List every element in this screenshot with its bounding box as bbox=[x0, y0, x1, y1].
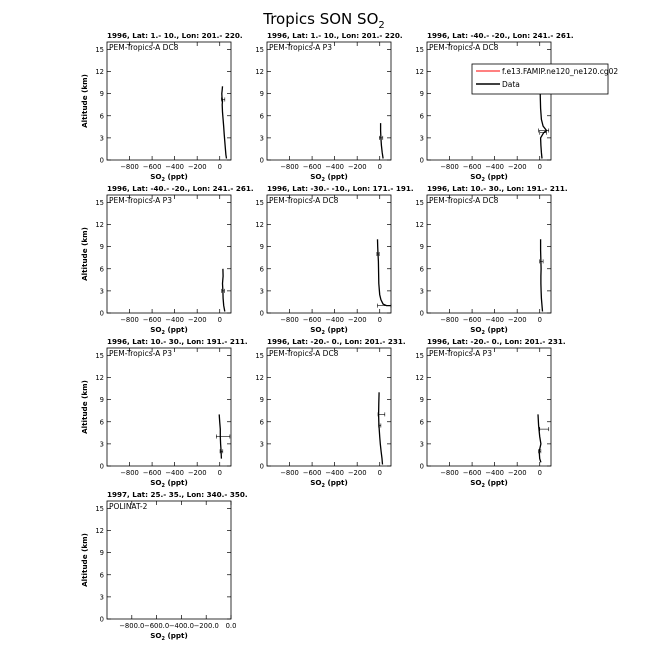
x-tick-label: −800 bbox=[120, 316, 139, 324]
x-tick-label: 0 bbox=[377, 163, 382, 171]
panel-4 bbox=[80, 184, 254, 336]
y-tick-label: 0 bbox=[99, 462, 104, 471]
y-tick-label: 15 bbox=[255, 351, 264, 360]
y-tick-label: 12 bbox=[255, 374, 264, 382]
x-axis-label bbox=[310, 325, 348, 336]
y-tick-label: 15 bbox=[95, 45, 104, 54]
x-tick-label: −200 bbox=[507, 316, 527, 324]
x-tick-label: −600 bbox=[462, 316, 482, 324]
y-tick-label: 9 bbox=[419, 243, 424, 252]
x-tick-label: −600 bbox=[462, 163, 482, 171]
x-axis-label-unit: (ppt) bbox=[484, 172, 508, 181]
x-tick-label: −600.0 bbox=[144, 622, 170, 630]
y-tick-label: 9 bbox=[259, 243, 264, 252]
panel-7 bbox=[80, 337, 248, 489]
x-axis-label-unit: (ppt) bbox=[164, 478, 188, 487]
x-tick-label: −400 bbox=[485, 163, 504, 171]
x-tick-label: 0 bbox=[537, 163, 542, 171]
y-tick-label: 15 bbox=[255, 45, 264, 54]
x-axis-label-unit: (ppt) bbox=[324, 478, 348, 487]
data-profile-line bbox=[379, 392, 383, 464]
panel-header: 1996, Lat: -40.- -20., Lon: 241.- 261. bbox=[427, 31, 574, 40]
x-tick-label: −800 bbox=[280, 163, 299, 171]
y-tick-label: 6 bbox=[419, 112, 424, 121]
y-tick-label: 12 bbox=[95, 527, 104, 535]
y-tick-label: 12 bbox=[415, 68, 424, 76]
panel-6 bbox=[415, 184, 567, 336]
x-tick-label: −800 bbox=[280, 316, 299, 324]
campaign-label: PEM-Tropics-A P3 bbox=[429, 349, 492, 358]
x-tick-label: 0 bbox=[537, 316, 542, 324]
y-axis-label: Altitude (km) bbox=[80, 74, 89, 128]
x-tick-label: −800.0 bbox=[119, 622, 145, 630]
y-tick-label: 0 bbox=[99, 309, 104, 318]
x-tick-label: −400 bbox=[325, 316, 344, 324]
x-axis-label-main: SO bbox=[470, 172, 482, 181]
y-tick-label: 6 bbox=[259, 112, 264, 121]
x-tick-label: −400 bbox=[165, 469, 184, 477]
panel-2 bbox=[255, 31, 402, 183]
x-tick-label: −200.0 bbox=[193, 622, 219, 630]
x-tick-label: −200 bbox=[347, 163, 367, 171]
y-tick-label: 15 bbox=[415, 351, 424, 360]
panel-header: 1996, Lat: -40.- -20., Lon: 241.- 261. bbox=[107, 184, 254, 193]
figure-title-subscript: 2 bbox=[378, 20, 385, 31]
data-profile-line bbox=[541, 239, 543, 311]
campaign-label: PEM-Tropics-A DC8 bbox=[429, 43, 499, 52]
x-axis-label-subscript: 2 bbox=[481, 483, 485, 489]
y-tick-label: 0 bbox=[259, 156, 264, 165]
y-tick-label: 3 bbox=[419, 440, 424, 449]
y-tick-label: 0 bbox=[259, 462, 264, 471]
y-tick-label: 3 bbox=[99, 287, 104, 296]
y-tick-label: 6 bbox=[259, 265, 264, 274]
panel-3 bbox=[415, 31, 573, 183]
data-profile-line bbox=[540, 86, 546, 158]
x-tick-label: −800 bbox=[440, 469, 459, 477]
x-tick-label: −200 bbox=[187, 469, 207, 477]
plot-frame bbox=[107, 348, 231, 466]
x-axis-label-unit: (ppt) bbox=[324, 325, 348, 334]
plot-frame bbox=[107, 42, 231, 160]
x-tick-label: −600 bbox=[302, 316, 322, 324]
x-tick-label: 0 bbox=[537, 469, 542, 477]
x-tick-label: −400 bbox=[325, 469, 344, 477]
x-axis-label-unit: (ppt) bbox=[164, 325, 188, 334]
y-tick-label: 15 bbox=[95, 351, 104, 360]
x-tick-label: −200 bbox=[507, 163, 527, 171]
x-axis-label-unit: (ppt) bbox=[164, 172, 188, 181]
plot-frame bbox=[107, 501, 231, 619]
y-tick-label: 9 bbox=[419, 90, 424, 99]
y-tick-label: 15 bbox=[255, 198, 264, 207]
y-tick-label: 15 bbox=[415, 45, 424, 54]
x-tick-label: −200 bbox=[187, 316, 207, 324]
figure-title bbox=[262, 10, 385, 31]
x-axis-label-unit: (ppt) bbox=[324, 172, 348, 181]
y-tick-label: 9 bbox=[259, 396, 264, 405]
legend-model-label: f.e13.FAMIP.ne120_ne120.cg02 bbox=[502, 67, 619, 76]
y-tick-label: 12 bbox=[415, 221, 424, 229]
x-tick-label: −200 bbox=[347, 316, 367, 324]
y-tick-label: 3 bbox=[99, 134, 104, 143]
y-tick-label: 6 bbox=[419, 418, 424, 427]
y-tick-label: 9 bbox=[99, 549, 104, 558]
y-tick-label: 3 bbox=[99, 440, 104, 449]
panel-header: 1996, Lat: 10.- 30., Lon: 191.- 211. bbox=[107, 337, 248, 346]
panel-1 bbox=[80, 31, 243, 183]
x-tick-label: −800 bbox=[120, 163, 139, 171]
y-tick-label: 9 bbox=[259, 90, 264, 99]
panel-5 bbox=[255, 184, 413, 336]
panel-header: 1996, Lat: 1.- 10., Lon: 201.- 220. bbox=[267, 31, 403, 40]
data-profile-line bbox=[381, 123, 384, 158]
plot-frame bbox=[267, 42, 391, 160]
y-axis-label: Altitude (km) bbox=[80, 227, 89, 281]
panel-header: 1996, Lat: -30.- -10., Lon: 171.- 191. bbox=[267, 184, 414, 193]
panel-9 bbox=[415, 337, 565, 489]
y-tick-label: 0 bbox=[99, 156, 104, 165]
x-axis-label bbox=[150, 631, 188, 642]
x-tick-label: −800 bbox=[440, 163, 459, 171]
y-tick-label: 0 bbox=[99, 615, 104, 624]
y-tick-label: 0 bbox=[419, 156, 424, 165]
campaign-label: PEM-Tropics-A DC8 bbox=[269, 349, 339, 358]
y-tick-label: 0 bbox=[259, 309, 264, 318]
x-axis-label-subscript: 2 bbox=[321, 177, 325, 183]
y-tick-label: 3 bbox=[259, 134, 264, 143]
x-axis-label bbox=[470, 478, 508, 489]
plot-frame bbox=[427, 195, 551, 313]
x-axis-label-main: SO bbox=[150, 172, 162, 181]
x-tick-label: −400 bbox=[165, 316, 184, 324]
x-tick-label: −600 bbox=[462, 469, 482, 477]
y-tick-label: 12 bbox=[415, 374, 424, 382]
x-axis-label-subscript: 2 bbox=[161, 330, 165, 336]
y-tick-label: 6 bbox=[99, 418, 104, 427]
x-axis-label-unit: (ppt) bbox=[164, 631, 188, 640]
x-axis-label-main: SO bbox=[310, 325, 322, 334]
y-tick-label: 15 bbox=[95, 504, 104, 513]
legend bbox=[472, 64, 618, 94]
y-tick-label: 12 bbox=[95, 221, 104, 229]
y-tick-label: 9 bbox=[99, 396, 104, 405]
x-axis-label-subscript: 2 bbox=[161, 636, 165, 642]
x-tick-label: −200 bbox=[187, 163, 207, 171]
x-tick-label: −800 bbox=[280, 469, 299, 477]
x-tick-label: 0 bbox=[217, 469, 222, 477]
y-tick-label: 6 bbox=[99, 112, 104, 121]
x-axis-label-main: SO bbox=[470, 325, 482, 334]
x-axis-label-unit: (ppt) bbox=[484, 325, 508, 334]
x-tick-label: −400.0 bbox=[168, 622, 194, 630]
data-profile-line bbox=[378, 239, 392, 305]
y-tick-label: 0 bbox=[419, 462, 424, 471]
x-axis-label-main: SO bbox=[150, 631, 162, 640]
x-tick-label: −400 bbox=[165, 163, 184, 171]
x-axis-label-subscript: 2 bbox=[161, 177, 165, 183]
plot-frame bbox=[427, 348, 551, 466]
campaign-label: PEM-Tropics-A DC8 bbox=[109, 43, 179, 52]
y-tick-label: 12 bbox=[95, 68, 104, 76]
campaign-label: PEM-Tropics-A DC8 bbox=[269, 196, 339, 205]
y-tick-label: 3 bbox=[419, 287, 424, 296]
x-tick-label: −600 bbox=[302, 163, 322, 171]
y-tick-label: 12 bbox=[255, 68, 264, 76]
data-profile-line bbox=[222, 86, 227, 158]
x-axis-label-main: SO bbox=[150, 325, 162, 334]
y-tick-label: 3 bbox=[259, 440, 264, 449]
x-axis-label-subscript: 2 bbox=[481, 330, 485, 336]
y-tick-label: 9 bbox=[99, 243, 104, 252]
y-tick-label: 6 bbox=[259, 418, 264, 427]
x-tick-label: −400 bbox=[485, 469, 504, 477]
y-tick-label: 12 bbox=[95, 374, 104, 382]
y-tick-label: 6 bbox=[99, 571, 104, 580]
x-axis-label-subscript: 2 bbox=[321, 330, 325, 336]
campaign-label: POLINAT-2 bbox=[109, 502, 148, 511]
x-axis-label bbox=[310, 172, 348, 183]
x-axis-label-main: SO bbox=[150, 478, 162, 487]
y-tick-label: 3 bbox=[259, 287, 264, 296]
x-axis-label-main: SO bbox=[310, 478, 322, 487]
x-tick-label: −400 bbox=[485, 316, 504, 324]
y-tick-label: 15 bbox=[415, 198, 424, 207]
x-tick-label: 0 bbox=[377, 316, 382, 324]
x-tick-label: −200 bbox=[347, 469, 367, 477]
panel-header: 1997, Lat: 25.- 35., Lon: 340.- 350. bbox=[107, 490, 248, 499]
figure-title-main: Tropics SON SO bbox=[263, 10, 379, 28]
y-axis-label: Altitude (km) bbox=[80, 533, 89, 587]
x-axis-label-unit: (ppt) bbox=[484, 478, 508, 487]
x-tick-label: −600 bbox=[302, 469, 322, 477]
x-axis-label bbox=[470, 325, 508, 336]
campaign-label: PEM-Tropics-A P3 bbox=[269, 43, 332, 52]
x-axis-label bbox=[150, 478, 188, 489]
x-tick-label: 0.0 bbox=[225, 622, 237, 630]
x-axis-label bbox=[310, 478, 348, 489]
x-tick-label: −600 bbox=[142, 469, 162, 477]
plot-frame bbox=[267, 348, 391, 466]
x-tick-label: −600 bbox=[142, 163, 162, 171]
panels bbox=[80, 31, 574, 642]
panel-header: 1996, Lat: 1.- 10., Lon: 201.- 220. bbox=[107, 31, 243, 40]
x-tick-label: −800 bbox=[120, 469, 139, 477]
y-tick-label: 12 bbox=[255, 221, 264, 229]
panel-header: 1996, Lat: -20.- 0., Lon: 201.- 231. bbox=[427, 337, 566, 346]
x-tick-label: −200 bbox=[507, 469, 527, 477]
plot-frame bbox=[107, 195, 231, 313]
x-tick-label: −400 bbox=[325, 163, 344, 171]
x-axis-label bbox=[150, 172, 188, 183]
panel-header: 1996, Lat: -20.- 0., Lon: 201.- 231. bbox=[267, 337, 406, 346]
y-tick-label: 0 bbox=[419, 309, 424, 318]
x-axis-label bbox=[470, 172, 508, 183]
y-tick-label: 9 bbox=[99, 90, 104, 99]
x-axis-label bbox=[150, 325, 188, 336]
y-tick-label: 3 bbox=[99, 593, 104, 602]
x-axis-label-main: SO bbox=[310, 172, 322, 181]
legend-data-label: Data bbox=[502, 80, 520, 89]
plot-frame bbox=[267, 195, 391, 313]
x-tick-label: 0 bbox=[377, 469, 382, 477]
campaign-label: PEM-Tropics-A P3 bbox=[109, 196, 172, 205]
x-tick-label: 0 bbox=[217, 316, 222, 324]
panel-10 bbox=[80, 490, 248, 642]
y-tick-label: 9 bbox=[419, 396, 424, 405]
plot-frame bbox=[427, 42, 551, 160]
x-axis-label-subscript: 2 bbox=[321, 483, 325, 489]
x-tick-label: −600 bbox=[142, 316, 162, 324]
y-tick-label: 3 bbox=[419, 134, 424, 143]
data-profile-line bbox=[538, 414, 541, 462]
x-axis-label-main: SO bbox=[470, 478, 482, 487]
campaign-label: PEM-Tropics-A P3 bbox=[109, 349, 172, 358]
panel-header: 1996, Lat: 10.- 30., Lon: 191.- 211. bbox=[427, 184, 568, 193]
x-axis-label-subscript: 2 bbox=[161, 483, 165, 489]
x-tick-label: 0 bbox=[217, 163, 222, 171]
campaign-label: PEM-Tropics-A DC8 bbox=[429, 196, 499, 205]
y-tick-label: 15 bbox=[95, 198, 104, 207]
panel-8 bbox=[255, 337, 405, 489]
y-axis-label: Altitude (km) bbox=[80, 380, 89, 434]
y-tick-label: 6 bbox=[99, 265, 104, 274]
x-tick-label: −800 bbox=[440, 316, 459, 324]
y-tick-label: 6 bbox=[419, 265, 424, 274]
x-axis-label-subscript: 2 bbox=[481, 177, 485, 183]
